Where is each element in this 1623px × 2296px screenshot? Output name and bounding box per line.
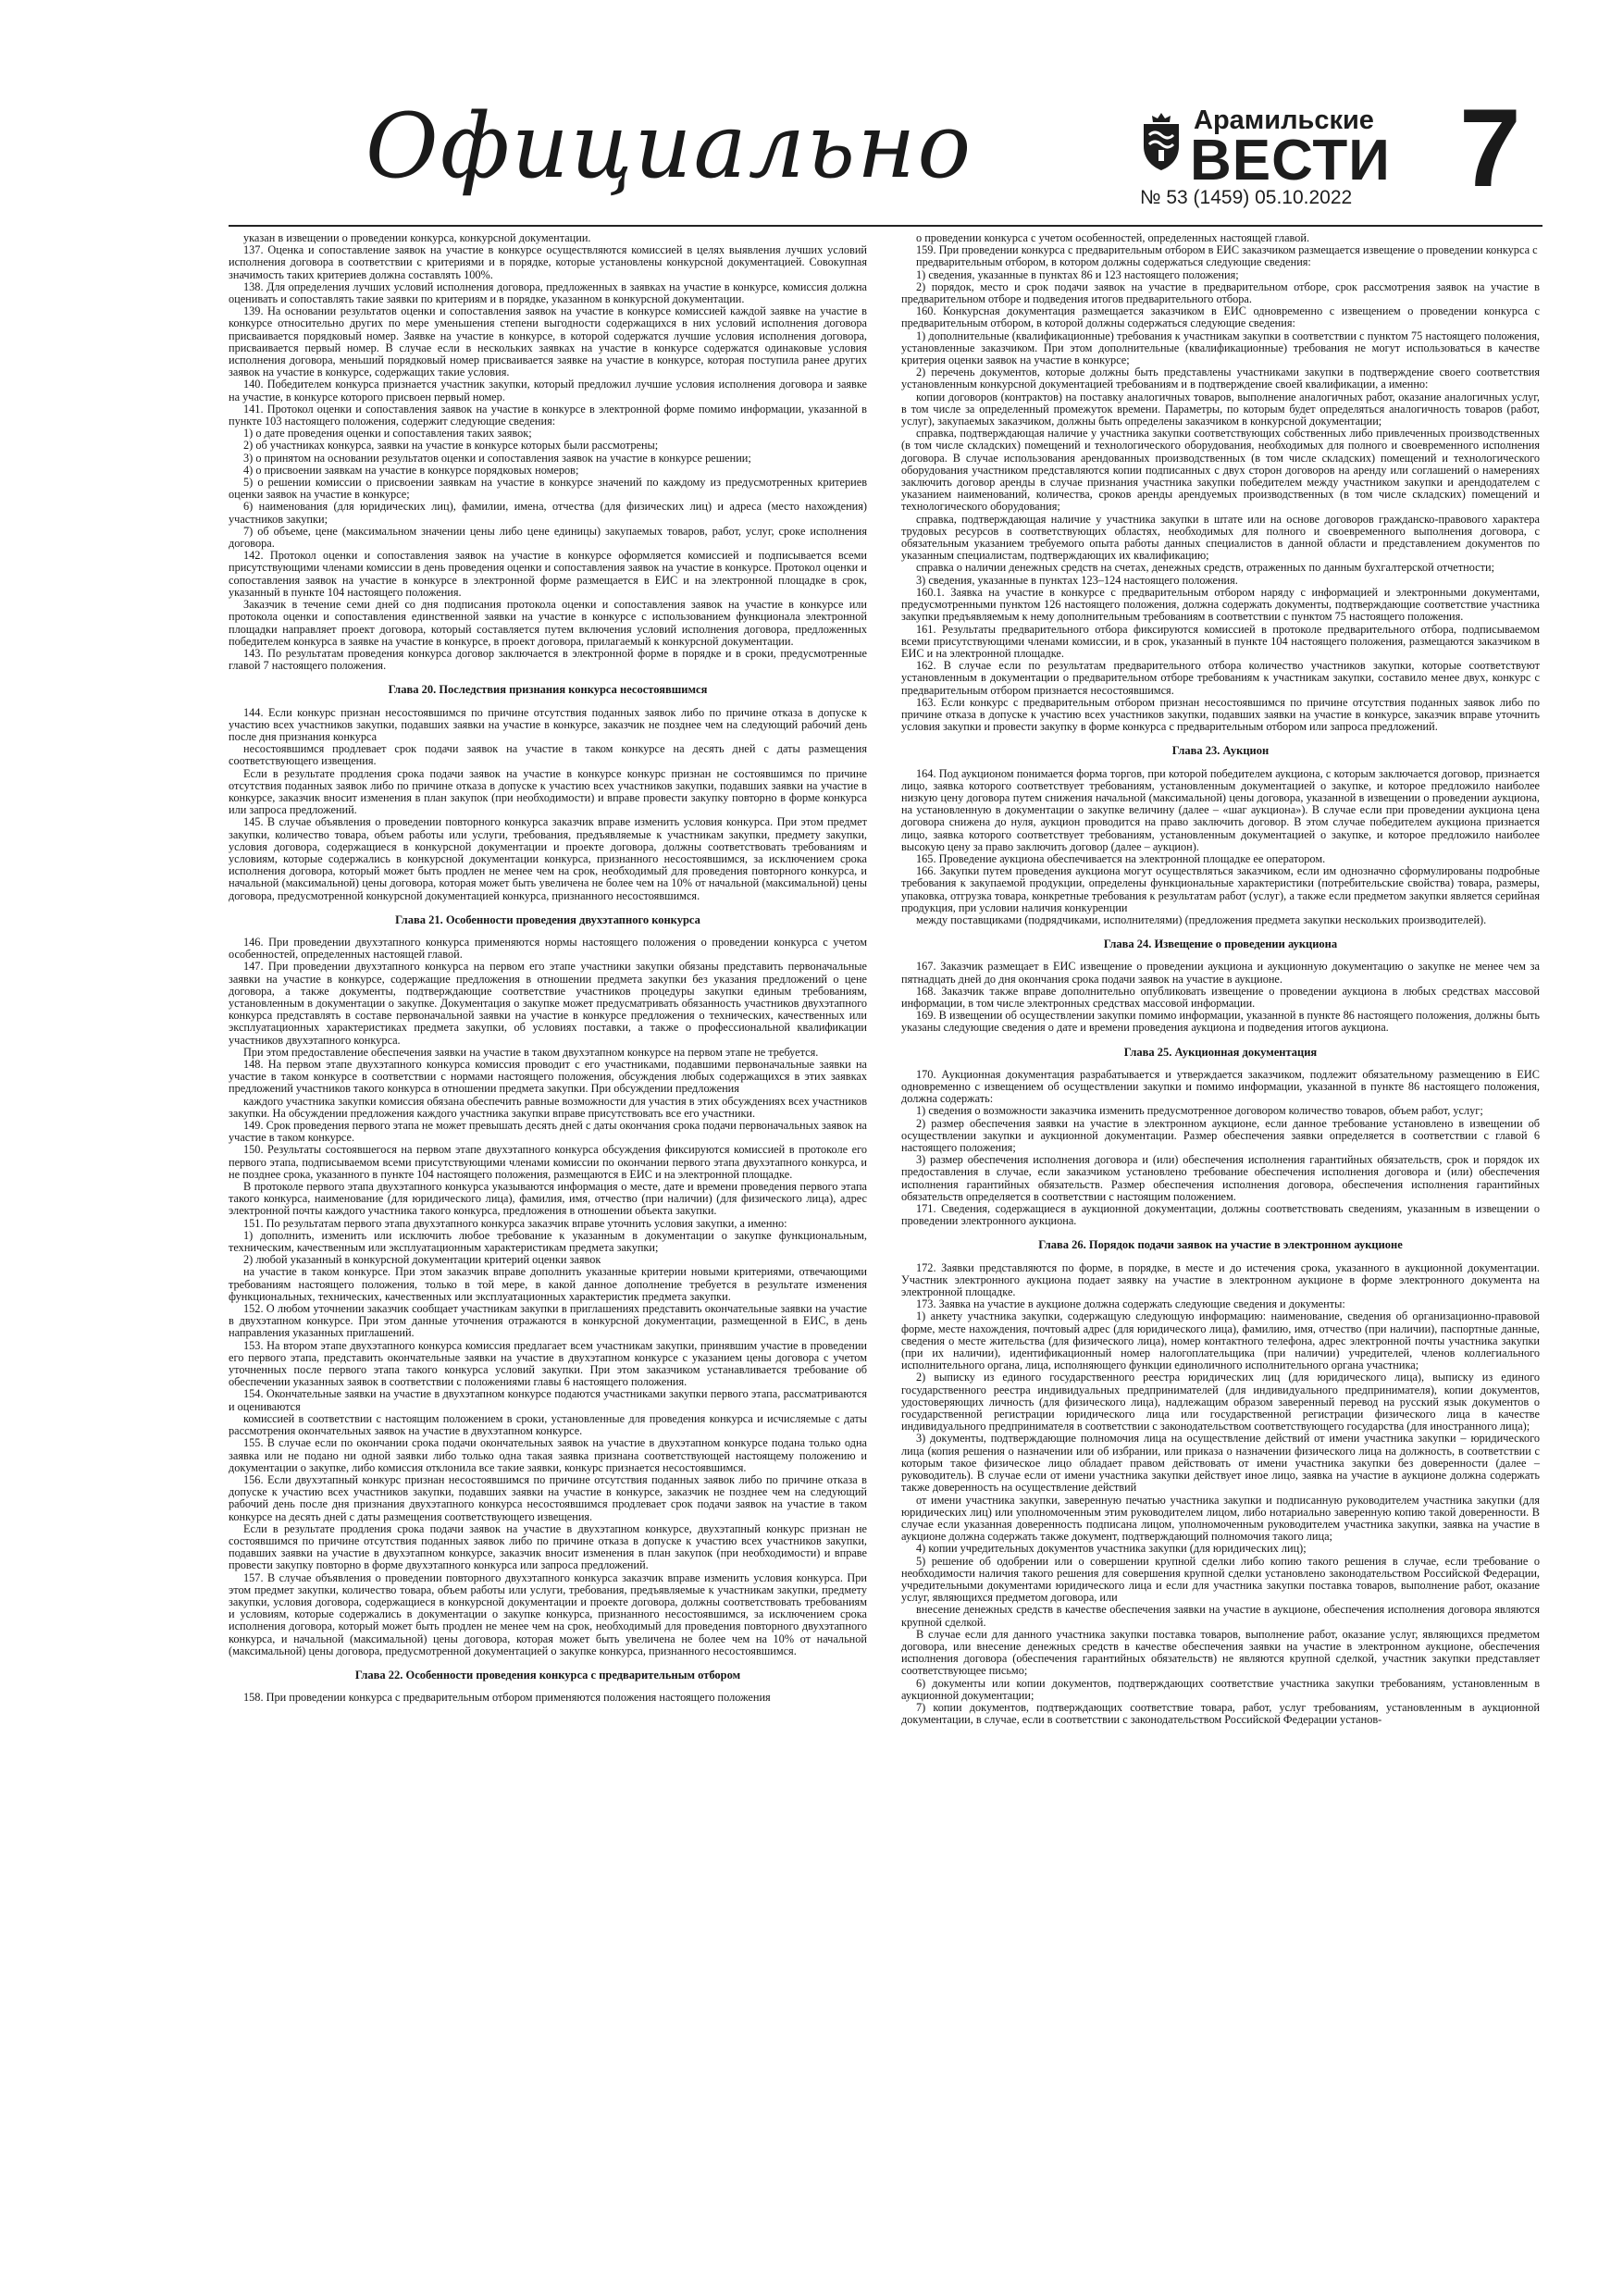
paragraph: 170. Аукционная документация разрабатывается и утверждается заказчиком, подлежит обязательному размещению в ЕИС одновременно с извещением об осуществлении закупки и помимо информации, указанной в пункте 86 настоящего положения, должна содержать: <box>901 1067 1540 1106</box>
paragraph: 4) копии учредительных документов участника закупки (для юридических лиц); <box>916 1542 1307 1556</box>
paragraph: В протоколе первого этапа двухэтапного конкурса указываются информация о месте, дате и времени проведения первого этапа такого конкурса, наименование (для юридического лица), фамилия, имя, отчество (при наличии) (для физического лица), адрес электронной почты каждого участника такого конкурса, предложения в отношении объекта закупки. <box>229 1180 867 1218</box>
chapter-heading: Глава 20. Последствия признания конкурса несостоявшимся <box>388 683 708 697</box>
paragraph: справка, подтверждающая наличие у участника закупки соответствующих собственных либо привлеченных производственных (в том числе складских) помещений и технологического оборудования, необходимых для полного и своевременного исполнения договора. В случае использования арендованных производственных (в том числе складских) помещений и технологического оборудования участником представляются копии подписанных с двух сторон договоров на аренду или соглашений о намерениях заключить договор аренды в случае признания участника закупки победителем между участником закупки и арендодателем с указанием наименований, количества, сроков аренды арендуемых производственных (в том числе складских) помещений и технологического оборудования; <box>901 427 1540 514</box>
paragraph: 163. Если конкурс с предварительным отбором признан несостоявшимся по причине отсутствия поданных заявок либо по причине отказа в допуске к участию всех участников закупки, подавших заявки на участие в конкурсе, заказчик вправе уточнить условия закупки и провести закупку в форме конкурса с предварительным отбором или запроса предложений. <box>901 695 1540 734</box>
paragraph: 148. На первом этапе двухэтапного конкурса комиссия проводит с его участниками, подавшими первоначальные заявки на участие в таком конкурсе в соответствии с нормами настоящего положения, обсуждения любых содержащихся в этих заявках предложений участников такого конкурса в отношении предмета закупки. При обсуждении предложения <box>229 1058 867 1096</box>
paragraph: 150. Результаты состоявшегося на первом этапе двухэтапного конкурса обсуждения фиксируются комиссией в протоколе его первого этапа, подписываемом всеми присутствующими членами комиссии по окончании первого этапа двухэтапного конкурса, и не позднее срока, указанного в пункте 104 настоящего положения, размещаются в ЕИС и на электронной площадке. <box>229 1143 867 1181</box>
paragraph: 2) размер обеспечения заявки на участие в электронном аукционе, если данное требование установлено в извещении об осуществлении закупки и аукционной документации. Размер обеспечения заявки определяется в соответствии с главой 6 настоящего положения; <box>901 1116 1540 1155</box>
paragraph: 7) копии документов, подтверждающих соответствие товара, работ, услуг требованиям, установленным в аукционной документации, в случае, если в соответствии с законодательством Российской Федерации установ- <box>901 1700 1540 1727</box>
paragraph: копии договоров (контрактов) на поставку аналогичных товаров, выполнение аналогичных работ, оказание аналогичных услуг, в том числе за определенный промежуток времени. Параметры, по которым будет определяться аналогичность товаров (работ, услуг), закупаемых заказчиком, должны быть определены заказчиком в конкурсной документации; <box>901 390 1540 428</box>
paragraph: 166. Закупки путем проведения аукциона могут осуществляться заказчиком, если им однозначно сформулированы подробные требования к закупаемой продукции, определены функциональные характеристики (потребительские свойства) товара, размеры, упаковка, отгрузка товара, конкретные требования к результатам работ (услуг), а также если предметом закупки является серийная продукция, при условии наличия конкуренции <box>901 864 1540 914</box>
paragraph: 154. Окончательные заявки на участие в двухэтапном конкурсе подаются участниками закупки первого этапа, рассматриваются и оцениваются <box>229 1387 867 1413</box>
chapter-heading: Глава 26. Порядок подачи заявок на участие в электронном аукционе <box>1038 1238 1403 1252</box>
paragraph: При этом предоставление обеспечения заявки на участие в таком двухэтапном конкурсе на первом этапе не требуется. <box>243 1045 819 1059</box>
paragraph: 157. В случае объявления о проведении повторного двухэтапного конкурса заказчик вправе изменить условия конкурса. При этом предмет закупки, количество товара, объем работы или услуги, требования, предъявляемые к участникам закупки, предмету закупки, условия договора, содержащиеся в конкурсной документации и проекте договора, должны соответствовать требованиям и условиям, которые содержались в документации о закупке конкурса, признанного несостоявшимся, за исключением срока исполнения договора, который может быть продлен не менее чем на срок, необходимый для проведения повторного двухэтапного конкурса, и начальной (максимальной) цены договора, которая может быть увеличена не более чем на 10% от начальной (максимальной) цены договора, предусмотренной документацией о закупке конкурса, признанного несостоявшимся. <box>229 1570 867 1657</box>
paragraph: 167. Заказчик размещает в ЕИС извещение о проведении аукциона и аукционную документацию о закупке не менее чем за пятнадцать дней до дня окончания срока подачи заявок на участие в аукционе. <box>901 960 1540 986</box>
paragraph: справка, подтверждающая наличие у участника закупки в штате или на основе договоров гражданско-правового характера трудовых ресурсов в соответствующих областях, необходимых для полного и своевременного выполнения договора, с обязательным указанием требуемого опыта работы данных специалистов в данной области и представлением документов по указанным специалистам, подтверждающих их квалификацию; <box>901 512 1540 563</box>
paragraph: 2) об участниках конкурса, заявки на участие в конкурсе которых были рассмотрены; <box>243 439 659 453</box>
paragraph: 144. Если конкурс признан несостоявшимся по причине отсутствия поданных заявок либо по причине отказа в допуске к участию всех участников закупки, подавших заявки на участие в конкурсе, заказчик не позднее чем на следующий рабочий день после дня признания конкурса <box>229 705 867 743</box>
paragraph: внесение денежных средств в качестве обеспечения заявки на участие в аукционе, обеспечения исполнения договора являются крупной сделкой. <box>901 1603 1540 1629</box>
paragraph: 2) порядок, место и срок подачи заявок на участие в предварительном отборе, срок рассмотрения заявок на участие в предварительном отборе и подведения итогов предварительного отбора. <box>901 279 1540 306</box>
paragraph: 155. В случае если по окончании срока подачи окончательных заявок на участие в двухэтапном конкурсе подана только одна заявка или не подано ни одной заявки либо только одна такая заявка признана соответствующей настоящему положению и документации о закупке, либо комиссия отклонила все такие заявки, конкурс признается несостоявшимся. <box>229 1436 867 1474</box>
paragraph: 3) сведения, указанные в пунктах 123–124 настоящего положения. <box>916 573 1238 587</box>
paragraph: 1) дополнить, изменить или исключить любое требование к указанным в документации о закупке функциональным, техническим, качественным или эксплуатационным характеристикам предмета закупки; <box>229 1228 867 1255</box>
paragraph: В случае если для данного участника закупки поставка товаров, выполнение работ, оказание услуг, являющихся предметом договора, или внесение денежных средств в качестве обеспечения заявки на участие в электронном аукционе, обеспечения исполнения договора (обеспечения гарантийных обязательств) не являются крупной сделкой, участник закупки представляет соответствующее письмо; <box>901 1627 1540 1678</box>
paragraph: 145. В случае объявления о проведении повторного конкурса заказчик вправе изменить условия конкурса. При этом предмет закупки, количество товара, объем работы или услуги, требования, предъявляемые к участникам закупки, предмету закупки, условия договора, содержащиеся в конкурсной документации и проекте договора, должны соответствовать требованиям и условиям, которые содержались в конкурсной документации конкурса, признанного несостоявшимся, за исключением срока исполнения договора, который может быть продлен не менее чем на срок, необходимый для проведения повторного конкурса, и начальной (максимальной) цены договора, которая может быть увеличена не более чем на 10% от начальной (максимальной) цены договора, предусмотренной конкурсной документацией конкурса, признанного несостоявшимся. <box>229 815 867 902</box>
section-title: Официально <box>365 94 973 198</box>
paragraph: между поставщиками (подрядчиками, исполнителями) (предложения предмета закупки нескольких производителей). <box>916 912 1487 926</box>
paragraph: 140. Победителем конкурса признается участник закупки, который предложил лучшие условия исполнения договора и заявке на участие, в конкурсе которого присвоен первый номер. <box>229 378 867 403</box>
paragraph: 169. В извещении об осуществлении закупки помимо информации, указанной в пункте 86 настоящего положения, должны быть указаны следующие сведения о дате и времени проведения аукциона и подведения итогов аукциона. <box>901 1009 1540 1035</box>
chapter-heading: Глава 23. Аукцион <box>1171 744 1270 758</box>
paragraph: 1) о дате проведения оценки и сопоставления таких заявок; <box>243 427 532 441</box>
paragraph: 5) решение об одобрении или о совершении крупной сделки либо копию такого решения в случае, если требование о необходимости наличия такого решения для совершения крупной сделки установлено законодательством Российской Федерации, учредительными документами юридического лица и если для участника закупки поставка товаров, выполнение работ, оказание услуг, являющихся предметом договора, или <box>901 1554 1540 1605</box>
brand-title-main: ВЕСТИ <box>1190 129 1391 192</box>
paragraph: Заказчик в течение семи дней со дня подписания протокола оценки и сопоставления заявок на участие в конкурсе или протокола оценки и сопоставления единственной заявки на участие в конкурсе с использованием функционала электронной площадки направляет проект договора, который составляется путем включения условий исполнения договора, предложенных победителем конкурса в заявке на участие в конкурсе, в проект договора, прилагаемый к конкурсной документации. <box>229 598 867 648</box>
paragraph: 168. Заказчик также вправе дополнительно опубликовать извещение о проведении аукциона в любых средствах массовой информации, в том числе электронных средствах массовой информации. <box>901 984 1540 1010</box>
paragraph: 2) перечень документов, которые должны быть представлены участниками закупки в подтверждение своего соответствия установленным конкурсной документацией требованиям и в подтверждение своей квалификации, а именно: <box>901 366 1540 391</box>
paragraph: 3) документы, подтверждающие полномочия лица на осуществление действий от имени участника закупки – юридического лица (копия решения о назначении или об избрании, или приказа о назначении физического лица на должность, в соответствии с которым такое физическое лицо обладает правом действовать от имени участника закупки без доверенности (далее – руководитель). В случае если от имени участника закупки действует иное лицо, заявка на участие в аукционе должна содержать также доверенность на осуществление действий <box>901 1432 1540 1495</box>
issue-number-date: № 53 (1459) 05.10.2022 <box>1140 187 1353 208</box>
paragraph: 6) документы или копии документов, подтверждающих соответствие участника закупки требованиям, установленным в аукционной документации; <box>901 1676 1540 1702</box>
paragraph: 4) о присвоении заявкам на участие в конкурсе порядковых номеров; <box>243 463 579 477</box>
paragraph: 171. Сведения, содержащиеся в аукционной документации, должны соответствовать сведениям, указанным в извещении о проведении электронного аукциона. <box>901 1202 1540 1228</box>
paragraph: 1) сведения, указанные в пунктах 86 и 123 настоящего положения; <box>916 267 1239 281</box>
paragraph: на участие в таком конкурсе. При этом заказчик вправе дополнить указанные критерии новыми критериями, отвечающими требованиям настоящего положения, только в той мере, в какой данное дополнение требуется в результате изменения функциональных, технических, качественных или эксплуатационных характеристик предмета закупки. <box>229 1265 867 1303</box>
paragraph: 159. При проведении конкурса с предварительным отбором в ЕИС заказчиком размещается извещение о проведении конкурса с <box>916 243 1538 257</box>
paragraph: 139. На основании результатов оценки и сопоставления заявок на участие в конкурсе комиссией каждой заявке на участие в конкурсе относительно других по мере уменьшения степени выгодности содержащихся в них условий исполнения договора присваивается порядковый номер. Заявке на участие в конкурсе, в которой содержатся лучшие условия исполнения договора, присваивается первый номер. В случае если в нескольких заявках на участие в конкурсе содержатся одинаковые условия исполнения договора, меньший порядковый номер присваивается заявке на участие в конкурсе, которая поступила ранее других заявок на участие в конкурсе, содержащих такие условия. <box>229 304 867 379</box>
paragraph: комиссией в соответствии с настоящим положением в сроки, установленные для проведения конкурса и исчисляемые с даты рассмотрения окончательных заявок на участие в двухэтапном конкурсе. <box>229 1411 867 1438</box>
paragraph: Если в результате продления срока подачи заявок на участие в двухэтапном конкурсе, двухэтапный конкурс признан не состоявшимся по причине отсутствия поданных заявок либо по причине отказа в допуске к участию всех участников закупки, подавших заявки на участие в двухэтапном конкурсе, заказчик вносит изменения в план закупок (при необходимости) и вправе провести закупку повторно в форме двухэтапного конкурса или запроса предложений. <box>229 1521 867 1572</box>
paragraph: 152. О любом уточнении заказчик сообщает участникам закупки в приглашениях представить окончательные заявки на участие в двухэтапном конкурсе. При этом данные уточнения отражаются в конкурсной документации, размещенной в ЕИС, в день направления указанных приглашений. <box>229 1302 867 1340</box>
masthead <box>229 86 1542 222</box>
paragraph: 146. При проведении двухэтапного конкурса применяются нормы настоящего положения о проведении конкурса с учетом особенностей, определенных настоящей главой. <box>229 935 867 962</box>
header-rule <box>229 225 1542 227</box>
paragraph: 143. По результатам проведения конкурса договор заключается в электронной форме в порядке и в сроки, предусмотренные главой 7 настоящего положения. <box>229 646 867 673</box>
chapter-heading: Глава 21. Особенности проведения двухэтапного конкурса <box>395 912 700 926</box>
paragraph: 158. При проведении конкурса с предварительным отбором применяются положения настоящего положения <box>243 1691 771 1705</box>
paragraph: 160. Конкурсная документация размещается заказчиком в ЕИС одновременно с извещением о проведении конкурса с предварительным отбором, в которой должны содержаться следующие сведения: <box>901 304 1540 330</box>
paragraph: о проведении конкурса с учетом особенностей, определенных настоящей главой. <box>916 231 1310 244</box>
paragraph: 1) сведения о возможности заказчика изменить предусмотренное договором количество товаров, объем работ, услуг; <box>916 1104 1483 1118</box>
paragraph: 161. Результаты предварительного отбора фиксируются комиссией в протоколе предварительного отбора, подписываемом всеми присутствующими членами комиссии, и в срок, указанный в пункте 104 настоящего положения, размещаются заказчиком в ЕИС и на электронной площадке. <box>901 622 1540 660</box>
right-column <box>901 232 1540 2129</box>
page-number: 7 <box>1459 86 1521 210</box>
paragraph: 3) размер обеспечения исполнения договора и (или) обеспечения исполнения гарантийных обязательств, срок и порядок их предоставления в случае, если заказчиком установлено требование обеспечения исполнения договора и (или) обеспечения исполнения гарантийных обязательств. Размер обеспечения исполнения договора, обеспечения исполнения гарантийных обязательств определяется в соответствии с настоящим положением. <box>901 1153 1540 1203</box>
paragraph: указан в извещении о проведении конкурса, конкурсной документации. <box>243 231 591 244</box>
paragraph: 138. Для определения лучших условий исполнения договора, предложенных в заявках на участие в конкурсе, комиссия должна оценивать и сопоставлять такие заявки по критериям и в порядке, указанном в конкурсной документации. <box>229 279 867 306</box>
paragraph: Если в результате продления срока подачи заявок на участие в конкурсе конкурс признан не состоявшимся по причине отсутствия поданных заявок либо по причине отказа в допуске к участию всех участников закупки, подавших заявки на участие в конкурсе, заказчик вносит изменения в план закупок (при необходимости) и вправе провести закупку повторно в форме конкурса или запроса предложений. <box>229 766 867 817</box>
chapter-heading: Глава 25. Аукционная документация <box>1123 1045 1318 1059</box>
paragraph: 142. Протокол оценки и сопоставления заявок на участие в конкурсе оформляется комиссией и подписывается всеми присутствующими членами комиссии в день проведения оценки и сопоставления заявок на участие в конкурсе. Протокол оценки и сопоставления заявок на участие в конкурсе в электронной форме размещается в ЕИС и на электронной площадке в срок, указанный в пункте 104 настоящего положения. <box>229 549 867 599</box>
paragraph: 6) наименования (для юридических лиц), фамилии, имена, отчества (для физических лиц) и адреса (место нахождения) участников закупки; <box>229 500 867 526</box>
paragraph: предварительным отбором, в котором должны содержаться следующие сведения: <box>916 255 1311 269</box>
paragraph: 137. Оценка и сопоставление заявок на участие в конкурсе осуществляются комиссией в целях выявления лучших условий исполнения договора в соответствии с критериями и в порядке, которые установлены конкурсной документацией. Совокупная значимость таких критериев должна составлять 100%. <box>229 243 867 281</box>
paragraph: 7) об объеме, цене (максимальном значении цены либо цене единицы) закупаемых товаров, работ, услуг, сроке исполнения договора. <box>229 524 867 551</box>
paragraph: 5) о решении комиссии о присвоении заявкам на участие в конкурсе значений по каждому из предусмотренных критериев оценки заявок на участие в конкурсе; <box>229 476 867 502</box>
paragraph: справка о наличии денежных средств на счетах, денежных средств, отраженных по данным бухгалтерской отчетности; <box>916 561 1494 575</box>
paragraph: 164. Под аукционом понимается форма торгов, при которой победителем аукциона, с которым заключается договор, признается лицо, заявка которого соответствует требованиям, установленным документацией о закупке, и которое предложило наиболее низкую цену договора путем снижения начальной (максимальной) цены договора, указанной в извещении о проведении аукциона, на установленную в документации о закупке величину (далее – «шаг аукциона»). В случае если при проведении аукциона цена договора снижена до нуля, аукцион проводится на право заключить договор. В этом случае победителем аукциона признается лицо, заявка которого соответствует требованиям, установленным документацией о закупке, и которое предложило наиболее высокую цену за право заключить договор (далее – аукцион). <box>901 766 1540 853</box>
paragraph: 172. Заявки представляются по форме, в порядке, в месте и до истечения срока, указанного в аукционной документации. Участник электронного аукциона подает заявку на участие в электронном аукционе в форме электронного документа на электронной площадке. <box>901 1260 1540 1299</box>
paragraph: 141. Протокол оценки и сопоставления заявок на участие в конкурсе в электронной форме помимо информации, указанной в пункте 103 настоящего положения, содержит следующие сведения: <box>229 402 867 428</box>
paragraph: 147. При проведении двухэтапного конкурса на первом его этапе участники закупки обязаны представить первоначальные заявки на участие в конкурсе, содержащие предложения в отношении предмета закупки без указания предложений о цене договора, а также документы, подтверждающие соответствие участников процедуры закупки единым требованиям, установленным в документации о закупке. Документация о закупке может предусматривать обязанность участников двухэтапного конкурса представлять в составе первоначальной заявки на участие в конкурсе предложения о технических, качественных или эксплуатационных характеристиках предмета закупки, об условиях поставки, а также о профессиональной квалификации участников двухэтапного конкурса. <box>229 960 867 1047</box>
paragraph: от имени участника закупки, заверенную печатью участника закупки и подписанную руководителем участника закупки (для юридических лиц) или уполномоченным этим руководителем лицом, либо нотариально заверенную копию такой доверенности. В случае если указанная доверенность подписана лицом, уполномоченным руководителем участника закупки, заявка на участие в аукционе должна содержать также документ, подтверждающий полномочия такого лица; <box>901 1493 1540 1544</box>
paragraph: несостоявшимся продлевает срок подачи заявок на участие в таком конкурсе на десять дней с даты размещения соответствующего извещения. <box>229 742 867 768</box>
chapter-heading: Глава 22. Особенности проведения конкурса с предварительным отбором <box>354 1668 741 1682</box>
paragraph: 156. Если двухэтапный конкурс признан несостоявшимся по причине отсутствия поданных заявок либо по причине отказа в допуске к участию всех участников закупки, подавших заявки на участие в конкурсе, заказчик не позднее чем на следующий рабочий день после дня признания двухэтапного конкурса несостоявшимся продлевает срок подачи заявок на участие в таком конкурсе на десять дней с даты размещения соответствующего извещения. <box>229 1472 867 1523</box>
paragraph: каждого участника закупки комиссия обязана обеспечить равные возможности для участия в этих обсуждениях всех участников закупки. На обсуждении предложения каждого участника закупки вправе присутствовать все его участники. <box>229 1094 868 1120</box>
paragraph: 153. На втором этапе двухэтапного конкурса комиссия предлагает всем участникам закупки, принявшим участие в проведении его первого этапа, представить окончательные заявки на участие в двухэтапном конкурсе с указанием цены договора с учетом уточненных после первого этапа такого конкурса условий закупки. При этом заказчиком устанавливается требование об обеспечении указанных заявок в соответствии с положениями главы 6 настоящего положения. <box>229 1338 867 1389</box>
paragraph: 149. Срок проведения первого этапа не может превышать десять дней с даты окончания срока подачи первоначальных заявок на участие в таком конкурсе. <box>229 1119 867 1145</box>
paragraph: 3) о принятом на основании результатов оценки и сопоставления заявок на участие в конкурсе решении; <box>243 451 751 465</box>
paragraph: 165. Проведение аукциона обеспечивается на электронной площадке ее оператором. <box>916 851 1326 865</box>
brand-title-top: Арамильские <box>1194 105 1374 135</box>
coat-of-arms-icon <box>1140 111 1183 172</box>
paragraph: 151. По результатам первого этапа двухэтапного конкурса заказчик вправе уточнить условия закупки, а именно: <box>243 1216 787 1230</box>
left-column <box>229 232 867 2129</box>
paragraph: 162. В случае если по результатам предварительного отбора количество участников закупки, которые соответствуют установленным в документации о предварительном отборе требованиям к участникам закупки, составило менее двух, конкурс с предварительным отбором признается несостоявшимся. <box>901 659 1540 697</box>
paragraph: 2) выписку из единого государственного реестра юридических лиц (для юридического лица), выписку из единого государственного реестра индивидуальных предпринимателей (для индивидуального предпринимателя), копии документов, удостоверяющих личность (для физического лица), надлежащим образом заверенный перевод на русский язык документов о государственной регистрации юридического лица или государственной регистрации физического лица в качестве индивидуального предпринимателя в соответствии с законодательством соответствующего государства (для иностранного лица); <box>901 1371 1540 1433</box>
paragraph: 173. Заявка на участие в аукционе должна содержать следующие сведения и документы: <box>916 1297 1345 1311</box>
paragraph: 2) любой указанный в конкурсной документации критерий оценки заявок <box>243 1253 601 1267</box>
paragraph: 1) анкету участника закупки, содержащую следующую информацию: наименование, сведения об организационно-правовой форме, месте нахождения, почтовый адрес (для юридического лица), фамилию, имя, отчество (при наличии), паспортные данные, сведения о месте жительства (для физического лица), номер контактного телефона, адрес электронной почты участника закупки (при их наличии), идентификационный номер налогоплательщика (при наличии) учредителей, членов коллегиального исполнительного органа, лица, исполняющего функции единоличного исполнительного органа участника; <box>901 1309 1540 1372</box>
paragraph: 160.1. Заявка на участие в конкурсе с предварительным отбором наряду с информацией и электронными документами, предусмотренными пунктом 126 настоящего положения, должна содержать документы, подтверждающие соответствие участника закупки предъявляемым к нему дополнительным требованиям в соответствии с пунктом 75 настоящего положения. <box>901 585 1540 624</box>
paragraph: 1) дополнительные (квалификационные) требования к участникам закупки в соответствии с пунктом 75 настоящего положения, установленные заказчиком. При этом дополнительные (квалификационные) требования не могут использоваться в качестве критерия оценки заявок на участие в конкурсе; <box>901 329 1540 367</box>
chapter-heading: Глава 24. Извещение о проведении аукциона <box>1103 937 1338 951</box>
